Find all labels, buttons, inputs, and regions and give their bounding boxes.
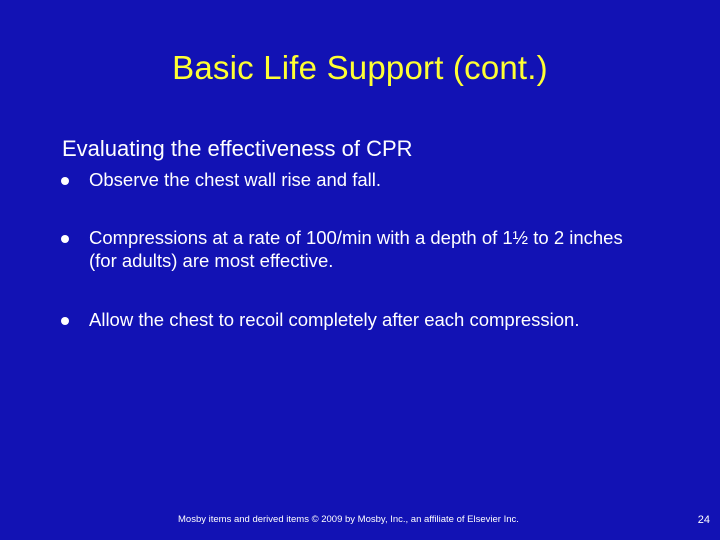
bullet-text: Allow the chest to recoil completely after each compression. [89,309,580,330]
bullet-text: Observe the chest wall rise and fall. [89,169,382,190]
copyright-footer: Mosby items and derived items © 2009 by Mosby, Inc., an affiliate of Elsevier Inc. [178,514,519,525]
bullet-text: Compressions at a rate of 100/min with a depth of 1½ to 2 inches (for adults) are most effective. [89,227,623,271]
bullet-dot-icon [61,317,69,325]
page-number: 24 [697,514,710,526]
bullet-dot-icon [61,177,69,185]
bullet-dot-icon [61,235,69,243]
slide-subheading: Evaluating the effectiveness of CPR [62,136,413,161]
slide-title: Basic Life Support (cont.) [172,49,548,86]
